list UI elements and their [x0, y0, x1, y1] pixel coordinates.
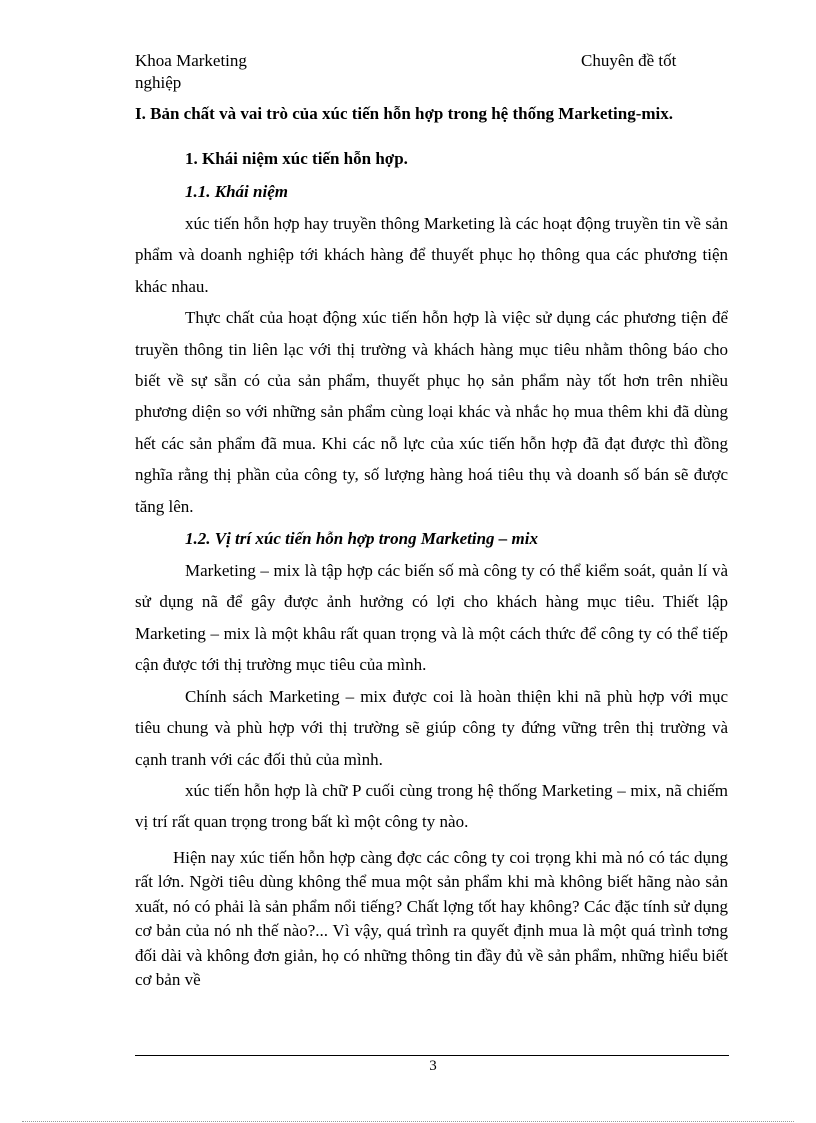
section-title: I. Bản chất và vai trò của xúc tiến hỗn hợp trong hệ thống Marketing-mix. — [135, 104, 674, 123]
paragraph-1: xúc tiến hỗn hợp hay truyền thông Marketing là các hoạt động truyền tin về sản phẩm và doanh nghiệp tới khách hàng để thuyết phục họ thông qua các phương tiện khác nhau. — [135, 214, 728, 296]
header-left — [135, 50, 247, 94]
paragraph-5: xúc tiến hỗn hợp là chữ P cuối cùng trong hệ thống Marketing – mix, nã chiếm vị trí rất quan trọng trong bất kì một công ty nào. — [135, 780, 728, 832]
header-faculty: Khoa Marketing — [135, 51, 247, 70]
subsection-heading-1-2: 1.2. Vị trí xúc tiến hỗn hợp trong Marketing – mix — [185, 529, 538, 549]
document-body — [135, 97, 728, 993]
subsection-heading-1: 1. Khái niệm xúc tiến hỗn hợp. — [185, 149, 408, 168]
subsection-heading-1-1: 1.1. Khái niệm — [185, 182, 288, 201]
paragraph-3: Marketing – mix là tập hợp các biến số mà công ty có thể kiểm soát, quản lí và sử dụng nã để gây được ảnh hưởng có lợi cho khách hàng mục tiêu. Thiết lập Marketing – mix là một khâu rất quan trọng và là một cách thức để công ty có thể tiếp cận được tới thị trường mục tiêu của mình. — [135, 561, 728, 675]
page-number: 3 — [429, 1058, 437, 1074]
header-faculty-cont: nghiệp — [135, 73, 182, 92]
paragraph-2: Thực chất của hoạt động xúc tiến hỗn hợp là việc sử dụng các phương tiện để truyền thông tin liên lạc với thị trường và khách hàng mục tiêu nhằm thông báo cho biết về sự sẵn có của sản phẩm, thuyết phục họ sản phẩm này tốt hơn trên nhiều phương diện so với những sản phẩm cùng loại khác và nhắc họ mua thêm khi đã dùng hết các sản phẩm đã mua. Khi các nỗ lực của xúc tiến hỗn hợp đã đạt được thì đồng nghĩa rằng thị phần của công ty, số lượng hàng hoá tiêu thụ và doanh số bán sẽ được tăng lên. — [135, 308, 728, 516]
page-break-divider — [22, 1121, 794, 1122]
header-right: Chuyên đề tốt — [581, 51, 677, 70]
paragraph-4: Chính sách Marketing – mix được coi là hoàn thiện khi nã phù hợp với mục tiêu chung và phù hợp với thị trường sẽ giúp công ty đứng vững trên thị trường và cạnh tranh với các đối thủ của mình. — [135, 686, 728, 769]
footer-rule — [135, 1055, 729, 1056]
paragraph-6: Hiện nay xúc tiến hỗn hợp càng đợc các công ty coi trọng khi mà nó có tác dụng rất lớn. Ngời tiêu dùng không thể mua một sản phẩm khi mà không biết hãng nào sản xuất, nó có phải là sản phẩm nổi tiếng? Chất lợng tốt hay không? Các đặc tính sử dụng cơ bản của nó nh thế nào?... Vì vậy, quá trình ra quyết định mua là một quá trình tơng đối dài và không đơn giản, họ có những thông tin đầy đủ về sản phẩm, những hiểu biết cơ bản về — [135, 847, 728, 990]
